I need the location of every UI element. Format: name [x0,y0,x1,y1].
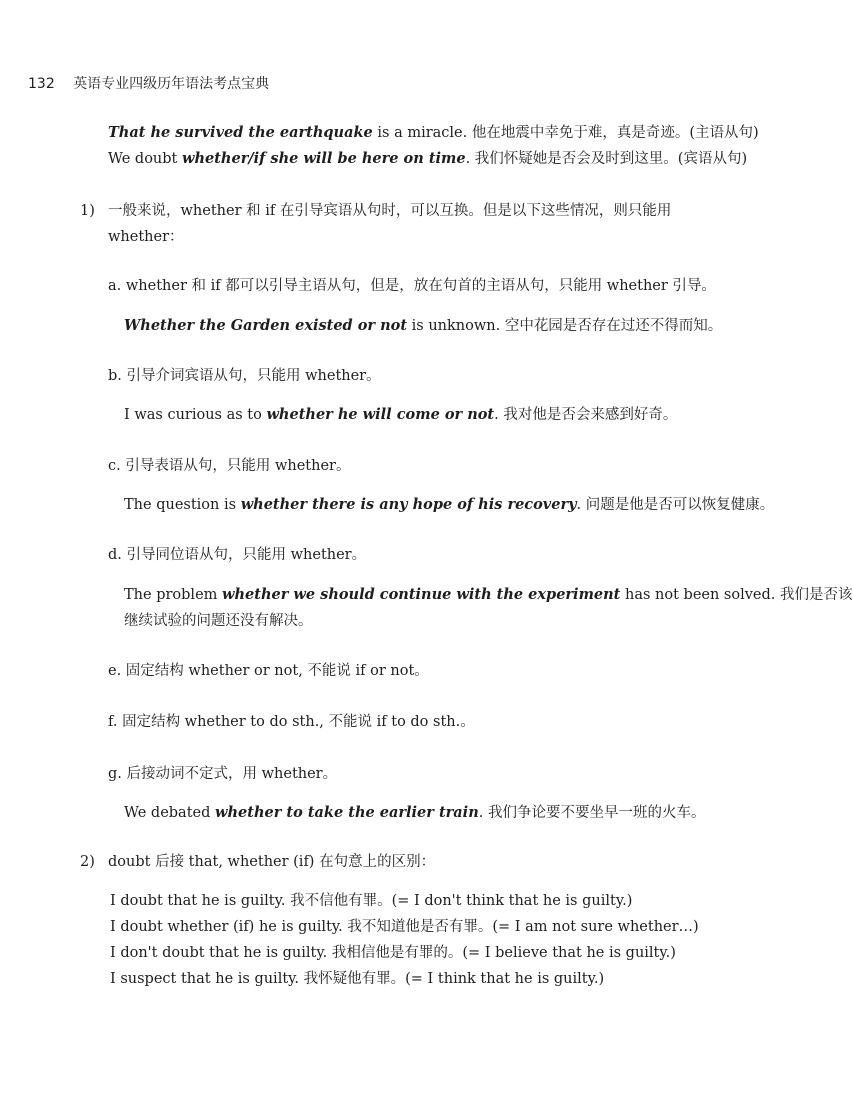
page-header [28,73,269,93]
doubt-examples [110,888,699,992]
rule-f: f. 固定结构 whether to do sth., 不能说 if to do sth.。 [108,714,475,730]
rule-b: b. 引导介词宾语从句，只能用 whether。 [108,368,381,384]
example-c: The question is whether there is any hope of his recovery. 问题是他是否可以恢复健康。 [124,496,775,513]
doubt-line: I suspect that he is guilty. 我怀疑他有罪。(= I think that he is guilty.) [110,971,605,987]
intro-line-subject: That he survived the earthquake is a miracle. 他在地震中幸免于难，真是奇迹。(主语从句) [108,124,759,141]
item-1-number: 1) [80,203,95,219]
example-g: We debated whether to take the earlier train. 我们争论要不要坐早一班的火车。 [124,804,706,821]
item-1-text: 一般来说，whether 和 if 在引导宾语从句时，可以互换。但是以下这些情况，则只能用 whether： [108,203,672,245]
item-2-number: 2) [80,854,95,870]
page-number: 132 [28,76,55,92]
rule-a: a. whether 和 if 都可以引导主语从句，但是，放在句首的主语从句，只能用 whether 引导。 [108,278,716,294]
example-a: Whether the Garden existed or not is unknown. 空中花园是否存在过还不得而知。 [124,317,723,334]
rule-g: g. 后接动词不定式，用 whether。 [108,766,338,782]
rule-c: c. 引导表语从句，只能用 whether。 [108,458,351,474]
rule-d: d. 引导同位语从句，只能用 whether。 [108,547,367,563]
item-2-text: doubt 后接 that, whether (if) 在句意上的区别： [108,854,436,870]
rule-e: e. 固定结构 whether or not, 不能说 if or not。 [108,663,429,679]
doubt-line: I doubt that he is guilty. 我不信他有罪。(= I don't think that he is guilty.) [110,893,633,909]
intro-line-object: We doubt whether/if she will be here on time. 我们怀疑她是否会及时到这里。(宾语从句) [108,150,748,167]
intro-examples [108,120,759,172]
doubt-line: I don't doubt that he is guilty. 我相信他是有罪的。(= I believe that he is guilty.) [110,945,676,961]
book-title: 英语专业四级历年语法考点宝典 [73,76,270,92]
example-b: I was curious as to whether he will come or not. 我对他是否会来感到好奇。 [124,406,678,423]
example-d: The problem whether we should continue with the experiment has not been solved. 我们是否该 继续试验的问题还没有解决。 [124,586,853,629]
doubt-line: I doubt whether (if) he is guilty. 我不知道他是否有罪。(= I am not sure whether…) [110,919,699,935]
